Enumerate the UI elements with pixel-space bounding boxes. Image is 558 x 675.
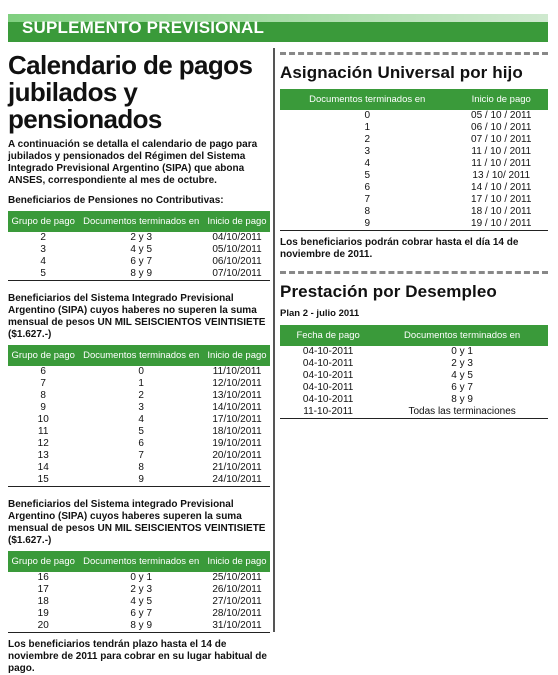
table-cell: 05 / 10 / 2011 — [471, 110, 532, 121]
table-cell: 11 — [38, 426, 49, 437]
main-heading-line1: Calendario de pagos — [8, 50, 253, 80]
table-cell: 2 y 3 — [451, 358, 473, 369]
col-header: Inicio de pago — [454, 89, 548, 110]
table-cell: 11 / 10 / 2011 — [471, 146, 532, 157]
table-cell: 12/10/2011 — [212, 378, 262, 389]
table-cell: 6 — [138, 438, 144, 449]
table-header-row — [280, 325, 548, 346]
col-header: Documentos terminados en — [78, 345, 204, 366]
table-row — [8, 620, 270, 633]
table-cell: 16 — [37, 572, 49, 583]
table-row — [280, 358, 548, 370]
table-cell: 21/10/2011 — [212, 462, 262, 473]
table-cell: 8 — [364, 206, 371, 217]
sipa-low-label: Beneficiarios del Sistema Integrado Previsional Argentino (SIPA) cuyos haberes no superen la suma mensual de pesos UN MIL SEISCIENTOS VEINTISIETE ($1.627.-) — [8, 293, 266, 340]
table-row — [280, 134, 548, 146]
table-cell: 11 / 10 / 2011 — [471, 158, 532, 169]
table-cell: 07/10/2011 — [204, 268, 270, 281]
table-cell: 2 — [138, 390, 144, 401]
col-header: Fecha de pago — [280, 325, 376, 346]
col-header: Grupo de pago — [8, 211, 78, 232]
pnc-label: Beneficiarios de Pensiones no Contributivas: — [8, 195, 224, 206]
table-cell: 07 / 10 / 2011 — [471, 134, 532, 145]
col-header: Documentos terminados en — [280, 89, 454, 110]
table-row — [8, 438, 270, 450]
col-header: Inicio de pago — [204, 345, 270, 366]
sipa-low-table — [8, 345, 270, 487]
table-cell: 04-10-2011 — [302, 346, 354, 357]
table-cell: 18/10/2011 — [212, 426, 262, 437]
table-cell: 28/10/2011 — [212, 608, 262, 619]
table-cell: 11-10-2011 — [280, 406, 376, 419]
table-row — [8, 450, 270, 462]
table-cell: 27/10/2011 — [212, 596, 262, 607]
col-header: Inicio de pago — [204, 211, 270, 232]
table-cell: Todas las terminaciones — [376, 406, 548, 419]
table-cell: 0 — [364, 110, 371, 121]
auh-heading: Asignación Universal por hijo — [280, 63, 523, 82]
table-cell: 19 — [37, 608, 49, 619]
table-cell: 3 — [364, 146, 371, 157]
table-cell: 06/10/2011 — [212, 256, 262, 267]
table-header-row — [8, 551, 270, 572]
table-cell: 12 — [37, 438, 49, 449]
table-row — [8, 414, 270, 426]
table-cell: 24/10/2011 — [204, 474, 270, 487]
col-header: Documentos terminados en — [376, 325, 548, 346]
table-cell: 6 y 7 — [130, 608, 153, 619]
table-cell: 6 — [40, 366, 46, 377]
sipa-high-table — [8, 551, 270, 633]
main-heading-line2: jubilados y pensionados — [8, 77, 162, 134]
table-cell: 8 y 9 — [78, 268, 204, 281]
table-cell: 18 / 10 / 2011 — [471, 206, 532, 217]
col-header: Grupo de pago — [8, 345, 78, 366]
table-cell: 4 — [40, 256, 46, 267]
dashed-divider — [280, 271, 548, 274]
table-row — [280, 122, 548, 134]
table-cell: 9 — [40, 402, 46, 413]
dashed-divider — [280, 52, 548, 55]
table-cell: 0 y 1 — [451, 346, 473, 357]
table-cell: 7 — [40, 378, 46, 389]
intro-text: A continuación se detalla el calendario de pago para jubilados y pensionados del Régimen del Sistema Integrado Previsional Argentino (SIPA) que abona ANSES, correspondiente al mes de octubre. — [8, 139, 258, 186]
right-column — [280, 48, 548, 419]
table-cell: 19 / 10 / 2011 — [454, 218, 548, 231]
table-row — [280, 218, 548, 231]
left-note: Los beneficiarios tendrán plazo hasta el 14 de noviembre de 2011 para cobrar en su lugar habitual de pago. — [8, 639, 267, 674]
table-cell: 13 / 10/ 2011 — [472, 170, 531, 181]
table-cell: 14 — [37, 462, 49, 473]
table-cell: 2 — [364, 134, 371, 145]
table-cell: 17 — [37, 584, 49, 595]
table-row — [280, 110, 548, 122]
table-cell: 7 — [364, 194, 371, 205]
col-header: Documentos terminados en — [78, 551, 204, 572]
table-row — [280, 194, 548, 206]
table-cell: 9 — [78, 474, 204, 487]
table-row — [8, 426, 270, 438]
table-cell: 8 y 9 — [451, 394, 473, 405]
table-row — [8, 366, 270, 378]
col-header: Documentos terminados en — [78, 211, 204, 232]
table-row — [280, 182, 548, 194]
table-cell: 20/10/2011 — [212, 450, 262, 461]
table-cell: 04/10/2011 — [212, 232, 262, 243]
table-cell: 7 — [138, 450, 144, 461]
table-cell: 1 — [364, 122, 371, 133]
main-heading — [8, 52, 270, 133]
sipa-high-label: Beneficiarios del Sistema integrado Previsional Argentino (SIPA) cuyos haberes superen la suma mensual de pesos UN MIL SEISCIENTOS VEINTISIETE ($1.627.-) — [8, 499, 266, 546]
table-cell: 5 — [364, 170, 371, 181]
table-cell: 8 y 9 — [78, 620, 204, 633]
table-cell: 2 — [40, 232, 46, 243]
table-row — [280, 394, 548, 406]
table-row — [8, 462, 270, 474]
table-cell: 13 — [37, 450, 49, 461]
table-cell: 3 — [138, 402, 144, 413]
table-cell: 17/10/2011 — [212, 414, 262, 425]
table-cell: 15 — [8, 474, 78, 487]
table-cell: 10 — [37, 414, 49, 425]
table-cell: 18 — [37, 596, 49, 607]
table-row — [8, 608, 270, 620]
section-banner — [8, 14, 548, 42]
table-cell: 6 y 7 — [451, 382, 473, 393]
table-row — [8, 378, 270, 390]
auh-table — [280, 89, 548, 231]
table-header-row — [8, 345, 270, 366]
table-cell: 8 — [138, 462, 144, 473]
table-cell: 04-10-2011 — [302, 394, 354, 405]
table-cell: 6 — [364, 182, 371, 193]
table-row — [8, 572, 270, 584]
left-column — [8, 48, 270, 675]
table-cell: 26/10/2011 — [212, 584, 262, 595]
table-cell: 5 — [8, 268, 78, 281]
desempleo-table — [280, 325, 548, 419]
table-row — [8, 268, 270, 281]
auh-note: Los beneficiarios podrán cobrar hasta el día 14 de noviembre de 2011. — [280, 237, 519, 260]
table-cell: 17 / 10 / 2011 — [471, 194, 532, 205]
table-row — [8, 256, 270, 268]
table-header-row — [280, 89, 548, 110]
table-cell: 04-10-2011 — [302, 382, 354, 393]
table-row — [280, 146, 548, 158]
table-cell: 4 y 5 — [130, 596, 153, 607]
table-cell: 9 — [280, 218, 454, 231]
column-divider — [273, 48, 275, 632]
table-cell: 31/10/2011 — [204, 620, 270, 633]
table-row — [8, 402, 270, 414]
table-row — [280, 382, 548, 394]
col-header: Grupo de pago — [8, 551, 78, 572]
table-cell: 14 / 10 / 2011 — [471, 182, 532, 193]
table-cell: 13/10/2011 — [212, 390, 262, 401]
table-cell: 5 — [138, 426, 144, 437]
table-row — [8, 596, 270, 608]
col-header: Inicio de pago — [204, 551, 270, 572]
table-cell: 2 y 3 — [130, 584, 153, 595]
table-cell: 0 — [138, 366, 144, 377]
table-cell: 11/10/2011 — [212, 366, 262, 377]
table-cell: 20 — [8, 620, 78, 633]
table-row — [8, 232, 270, 244]
table-cell: 4 — [364, 158, 371, 169]
table-row — [8, 474, 270, 487]
plan-label: Plan 2 - julio 2011 — [280, 308, 360, 319]
table-row — [280, 206, 548, 218]
table-row — [8, 584, 270, 596]
table-cell: 04-10-2011 — [302, 370, 354, 381]
table-cell: 04-10-2011 — [302, 358, 354, 369]
table-row — [280, 170, 548, 182]
table-row — [280, 370, 548, 382]
table-row — [280, 346, 548, 358]
table-cell: 05/10/2011 — [212, 244, 262, 255]
table-row — [8, 244, 270, 256]
pnc-table — [8, 211, 270, 281]
table-row — [8, 390, 270, 402]
table-cell: 6 y 7 — [130, 256, 153, 267]
table-cell: 25/10/2011 — [212, 572, 262, 583]
table-cell: 06 / 10 / 2011 — [471, 122, 532, 133]
table-cell: 4 — [138, 414, 144, 425]
table-cell: 4 y 5 — [451, 370, 473, 381]
table-cell: 14/10/2011 — [212, 402, 262, 413]
table-cell: 3 — [40, 244, 46, 255]
desempleo-heading: Prestación por Desempleo — [280, 282, 497, 301]
table-cell: 1 — [138, 378, 144, 389]
table-cell: 8 — [40, 390, 46, 401]
table-row — [280, 158, 548, 170]
table-cell: 4 y 5 — [130, 244, 153, 255]
table-cell: 0 y 1 — [130, 572, 153, 583]
table-header-row — [8, 211, 270, 232]
table-cell: 19/10/2011 — [212, 438, 262, 449]
table-row — [280, 406, 548, 419]
table-cell: 2 y 3 — [130, 232, 153, 243]
banner-title: SUPLEMENTO PREVISIONAL — [22, 18, 265, 37]
